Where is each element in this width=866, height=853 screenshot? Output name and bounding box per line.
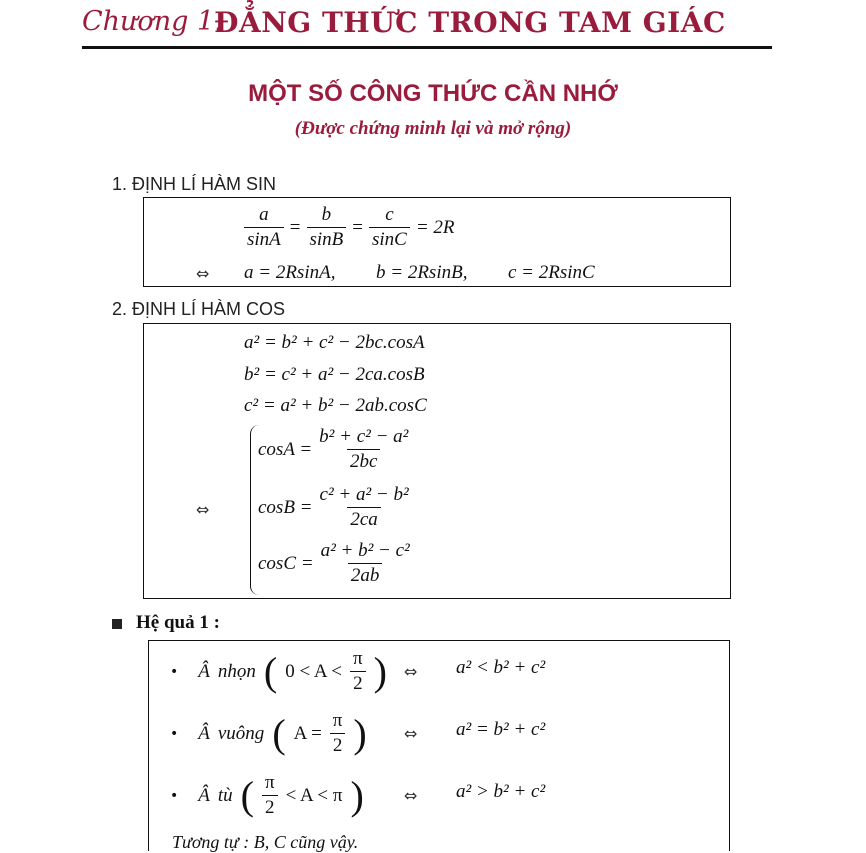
corollary-item-right: • Â vuông ( A = $\frac{\pi}{2}$ ) — [170, 710, 367, 756]
section-subtitle: (Được chứng minh lại và mở rộng) — [294, 118, 572, 139]
frac-b-sinB: $\frac{b}{\sin B}$ — [307, 204, 347, 251]
sin-law-box — [143, 197, 731, 287]
corollary-item-acute: • Â nhọn ( 0 < A < $\frac{\pi}{2}$ ) — [170, 648, 387, 694]
corollary-item-obtuse: • Â tù ( $\frac{\pi}{2}$ < A < π ) — [170, 772, 364, 818]
cos-law-heading: 2. ĐỊNH LÍ HÀM COS — [112, 299, 286, 319]
cos-law-box — [143, 323, 731, 599]
header-rule — [82, 46, 772, 49]
equivalence-arrow-icon: ⇔ — [196, 500, 210, 519]
cosC-formula: cosC = $\frac{\text{a² + b² − c²}}{2ab}$ — [258, 540, 410, 586]
equivalence-arrow-icon: ⇔ — [404, 662, 418, 681]
section-title: MỘT SỐ CÔNG THỨC CẦN NHỚ — [248, 80, 618, 107]
square-bullet-icon — [112, 619, 122, 629]
corollary-result-acute: a² < b² + c² — [456, 657, 546, 678]
cosA-formula: cosA = $\frac{\text{b² + c² − a²}}{2bc}$ — [258, 426, 409, 472]
sin-eq-a: a = 2RsinA, — [244, 262, 336, 283]
equivalence-arrow-icon: ⇔ — [404, 786, 418, 805]
frac-a-sinA: $\frac{a}{\sin A}$ — [244, 204, 284, 251]
frac-c-sinC: $\frac{c}{\sin C}$ — [369, 204, 410, 251]
corollary-note: Tương tự : B, C cũng vậy. — [172, 832, 359, 852]
chapter-label: Chương 1. — [82, 6, 223, 37]
chapter-title: ĐẲNG THỨC TRONG TAM GIÁC — [214, 6, 726, 39]
cos-law-line-3: c² = a² + b² − 2ab.cosC — [244, 395, 427, 416]
corollary-result-right: a² = b² + c² — [456, 719, 546, 740]
cos-law-line-2: b² = c² + a² − 2ca.cosB — [244, 364, 425, 385]
corollary-result-obtuse: a² > b² + c² — [456, 781, 546, 802]
sin-eq-c: c = 2RsinC — [508, 262, 595, 283]
cos-law-line-1: a² = b² + c² − 2bc.cosA — [244, 332, 425, 353]
equivalence-arrow-icon: ⇔ — [404, 724, 418, 743]
equivalence-arrow-icon: ⇔ — [196, 264, 210, 283]
sin-law-ratio: $\frac{a}{\sin A}$ = $\frac{b}{\sin B}$ = $\frac{c}{\sin C}$ = 2R — [244, 204, 455, 251]
cosB-formula: cosB = $\frac{\text{c² + a² − b²}}{2ca}$ — [258, 484, 409, 530]
sin-law-heading: 1. ĐỊNH LÍ HÀM SIN — [112, 174, 277, 194]
sin-eq-b: b = 2RsinB, — [376, 262, 468, 283]
corollary-heading: Hệ quả 1 : — [112, 612, 220, 634]
